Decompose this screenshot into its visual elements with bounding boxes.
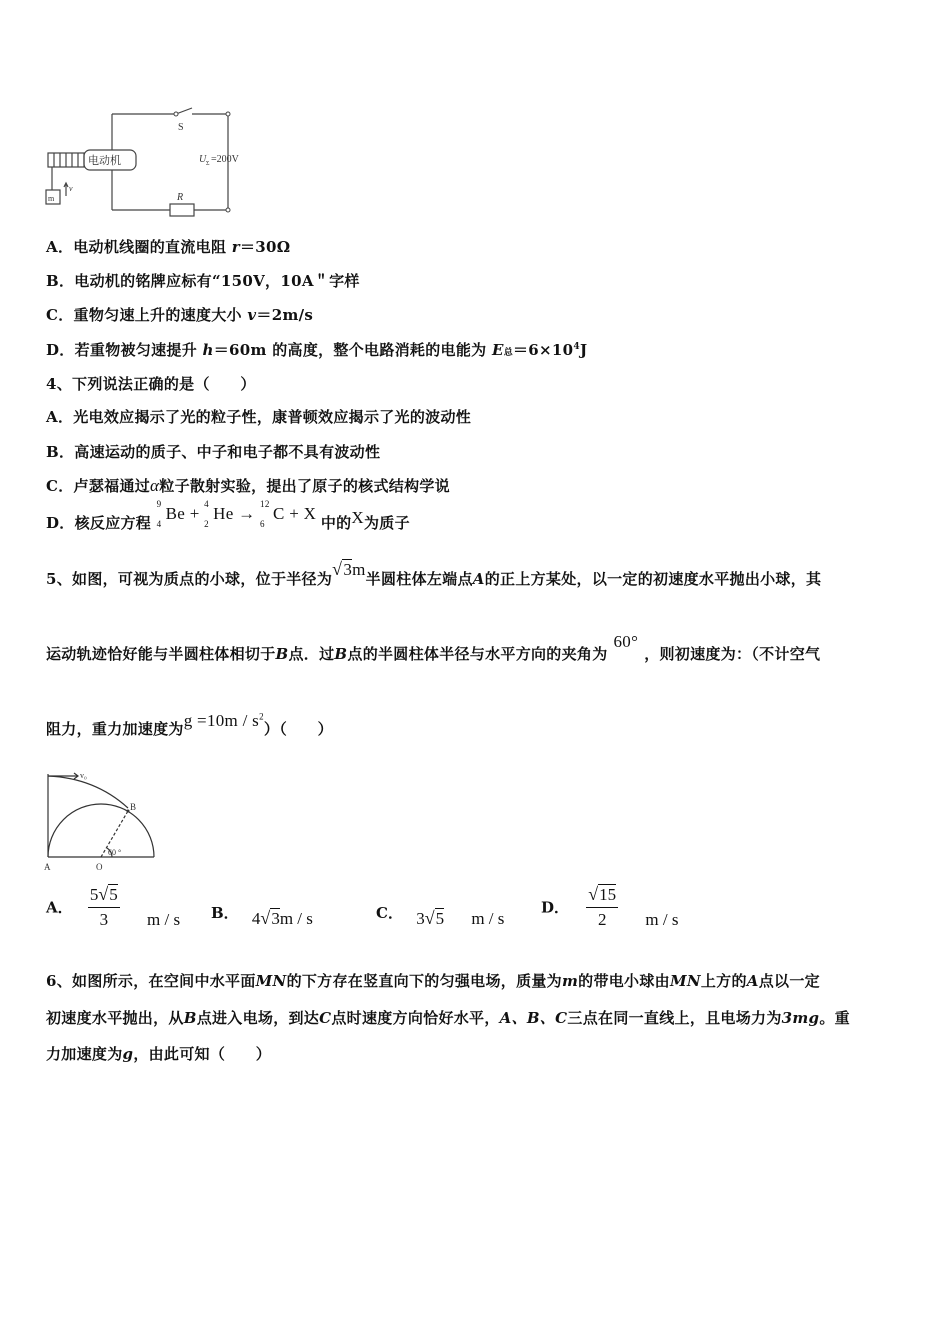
q5-option-c: C． 3√5 m / s xyxy=(376,904,505,928)
q4-stem: 4、下列说法正确的是（ ） xyxy=(46,375,256,393)
q5-option-d: D． $\frac{√15}{2}$ m / s xyxy=(541,884,679,929)
fig-o-label: O xyxy=(96,862,103,872)
q3-option-c: C．重物匀速上升的速度大小 v＝2m/s xyxy=(46,306,314,324)
voltage-sub: Σ xyxy=(206,161,210,167)
q5-option-a: A． $\frac{5√5}{3}$ m / s xyxy=(46,884,181,929)
fig-b-label: B xyxy=(130,802,137,812)
q3-option-b: B．电动机的铭牌应标有“150V，10A＂字样 xyxy=(46,272,360,290)
q5-line-1: 5、如图，可视为质点的小球，位于半径为√3m半圆柱体左端点A的正上方某处，以一定的初速度水平抛出小球，其 xyxy=(46,559,822,588)
q6-line-2: 初速度水平抛出，从B点进入电场，到达C点时速度方向恰好水平，A、B、C三点在同一直线上，且电场力为3mg。重 xyxy=(46,1009,850,1027)
q3-option-d: D．若重物被匀速提升 h＝60m 的高度，整个电路消耗的电能为 E总$=6\times 10^4J$ xyxy=(46,341,588,359)
q5-line-2: 运动轨迹恰好能与半圆柱体相切于B点．过B点的半圆柱体半径与水平方向的夹角为60°，则初速度为：（不计空气 xyxy=(46,632,821,663)
q3-option-a: A．电动机线圈的直流电阻 r＝30Ω xyxy=(46,238,291,256)
fig-a-label: A xyxy=(44,862,51,872)
mass-label: m xyxy=(48,194,55,203)
resistor-label: R xyxy=(177,192,184,203)
velocity-label: v xyxy=(69,184,73,193)
fig-v0-label: v₀ xyxy=(80,771,87,780)
q4-option-c: C．卢瑟福通过α粒子散射实验，提出了原子的核式结构学说 xyxy=(46,476,450,495)
q5-option-b: B． 4√3m / s xyxy=(211,904,313,928)
motor-label: 电动机 xyxy=(88,155,121,167)
q4-option-d: D．核反应方程 9 4 Be + 4 2 He → 12 6 C + X 中的X为质子 xyxy=(46,499,410,533)
voltage-label: U xyxy=(199,154,207,165)
q5-line-3: 阻力，重力加速度为$g =10m / s^2$）（ ） xyxy=(46,711,333,738)
q4-option-b: B．高速运动的质子、中子和电子都不具有波动性 xyxy=(46,443,381,461)
fig-angle-label: 60 ° xyxy=(108,848,122,857)
q4-option-a: A．光电效应揭示了光的粒子性，康普顿效应揭示了光的波动性 xyxy=(46,408,472,426)
q6-line-1: 6、如图所示，在空间中水平面MN的下方存在竖直向下的匀强电场，质量为m的带电小球由MN上方的A点以一定 xyxy=(46,972,820,990)
q5-figure xyxy=(40,770,165,874)
circuit-diagram xyxy=(40,100,260,218)
switch-label: S xyxy=(178,122,184,133)
voltage-value: =200V xyxy=(211,154,239,165)
q6-line-3: 力加速度为g，由此可知（ ） xyxy=(46,1045,272,1063)
nuclear-equation: 9 4 Be + 4 2 He → 12 6 C + X xyxy=(156,499,317,530)
